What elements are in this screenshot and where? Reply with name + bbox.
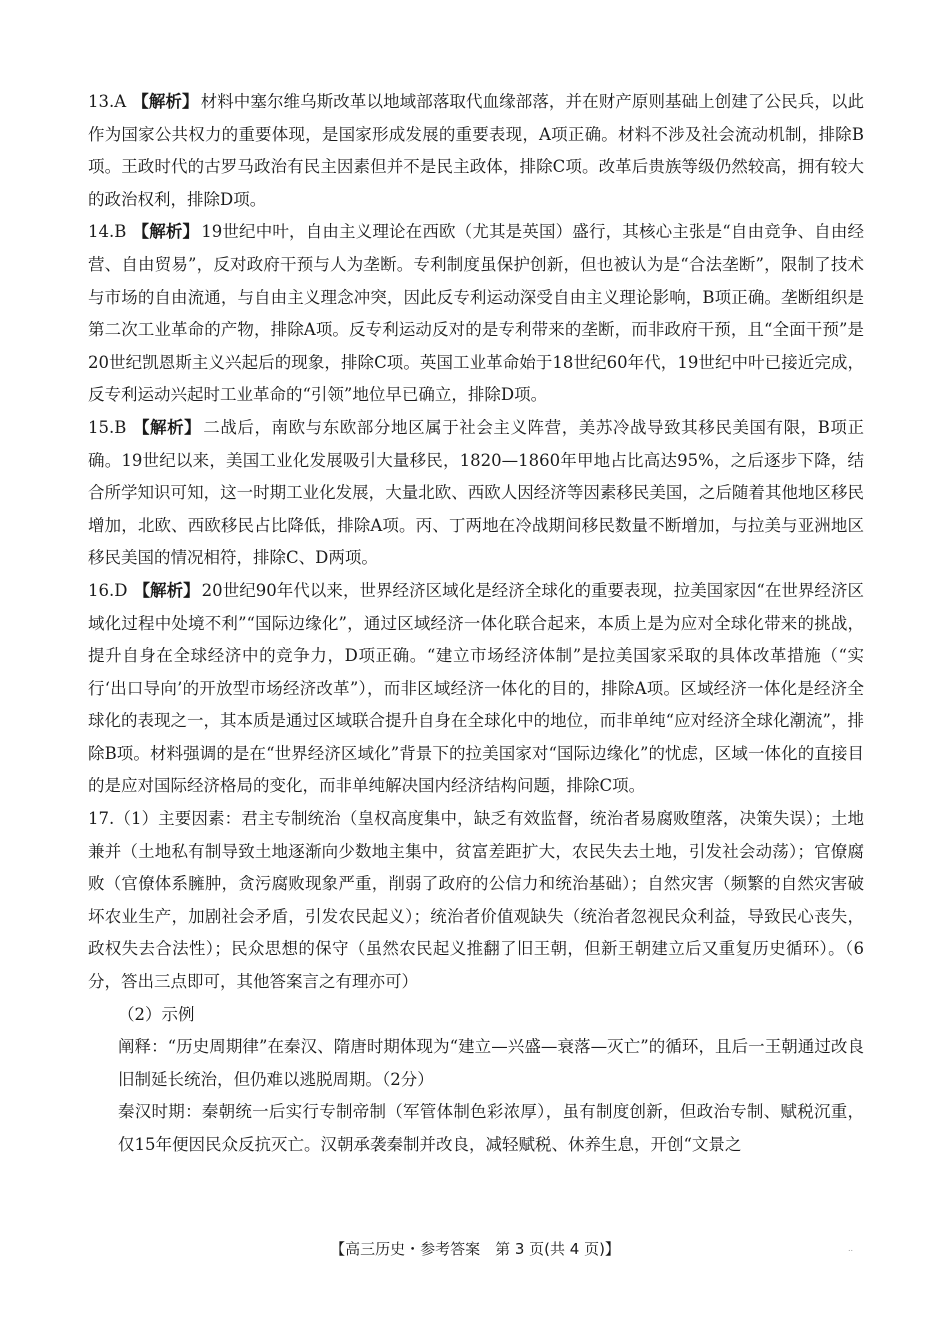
answer-text: 20世纪90年代以来，世界经济区域化是经济全球化的重要表现，拉美国家因“在世界经济区域化过程中处境不利”“国际边缘化”，通过区域经济一体化联合起来，本质上是为应对全球化带来的挑战，提升自身在全球经济中的竞争力，D项正确。“建立市场经济体制”是拉美国家采取的具体改革措施（“实行‘出口导向’的开放型市场经济改革”），而非区域经济一体化的目的，排除A项。区域经济一体化是经济全球化的表现之一，其本质是通过区域联合提升自身在全球化中的地位，而非单纯“应对经济全球化潮流”，排除B项。材料强调的是在“世界经济区域化”背景下的拉美国家对“国际边缘化”的忧虑，区域一体化的直接目的是应对国际经济格局的变化，而非单纯解决国内经济结构问题，排除C项。 [88, 580, 864, 796]
answer-text: 材料中塞尔维乌斯改革以地域部落取代血缘部落，并在财产原则基础上创建了公民兵，以此作为国家公共权力的重要体现，是国家形成发展的重要表现，A项正确。材料不涉及社会流动机制，排除B项。王政时代的古罗马政治有民主因素但并不是民主政体，排除C项。改革后贵族等级仍然较高，拥有较大的政治权利，排除D项。 [88, 92, 865, 209]
answer-choice: B [114, 417, 127, 437]
answer-number: 17. [88, 809, 115, 829]
analysis-tag: 【解析】 [132, 92, 199, 111]
answer-14 [88, 216, 864, 412]
page-footer: 【高三历史・参考答案 第 3 页(共 4 页)】 [330, 1240, 620, 1258]
answer-16 [88, 575, 864, 803]
answer-page [88, 86, 864, 1162]
answer-number: 16. [88, 580, 115, 600]
answer-text: 二战后，南欧与东欧部分地区属于社会主义阵营，美苏冷战导致其移民美国有限，B项正确。19世纪以来，美国工业化发展吸引大量移民，1820—1860年甲地占比高达95%，之后逐步下降，结合所学知识可知，这一时期工业化发展，大量北欧、西欧人因经济等因素移民美国，之后随着其他地区移民增加，北欧、西欧移民占比降低，排除A项。丙、丁两地在冷战期间移民数量不断增加，与拉美与亚洲地区移民美国的情况相符，排除C、D两项。 [88, 417, 864, 568]
answer-choice: A [114, 92, 127, 111]
answer-17-part1 [88, 803, 864, 999]
answer-text: 19世纪中叶，自由主义理论在西欧（尤其是英国）盛行，其核心主张是“自由竞争、自由经营、自由贸易”，反对政府干预与人为垄断。专利制度虽保护创新，但也被认为是“合法垄断”，限制了技术与市场的自由流通，与自由主义理念冲突，因此反专利运动深受自由主义理论影响，B项正确。垄断组织是第二次工业革命的产物，排除A项。反专利运动反对的是专利带来的垄断，而非政府干预，且“全面干预”是20世纪凯恩斯主义兴起后的现象，排除C项。英国工业革命始于18世纪60年代，19世纪中叶已接近完成，反专利运动兴起时工业革命的“引领”地位早已确立，排除D项。 [88, 222, 865, 405]
analysis-tag: 【解析】 [132, 417, 202, 437]
answer-17-part2-label: （2）示例 [118, 1004, 195, 1024]
analysis-tag: 【解析】 [132, 222, 200, 242]
footer-mark: .. [848, 1244, 854, 1253]
answer-choice: B [114, 222, 127, 242]
answer-15 [88, 412, 864, 575]
answer-number: 14. [88, 222, 115, 242]
answer-13 [88, 86, 864, 216]
analysis-tag: 【解析】 [133, 580, 200, 600]
answer-number: 13. [88, 92, 115, 111]
answer-choice: D [114, 580, 128, 600]
answer-text: （1）主要因素：君主专制统治（皇权高度集中，缺乏有效监督，统治者易腐败堕落，决策失误）；土地兼并（土地私有制导致土地逐渐向少数地主集中，贫富差距扩大，农民失去土地，引发社会动荡）；官僚腐败（官僚体系臃肿，贪污腐败现象严重，削弱了政府的公信力和统治基础）；自然灾害（频繁的自然灾害破坏农业生产，加剧社会矛盾，引发农民起义）；统治者价值观缺失（统治者忽视民众利益，导致民心丧失，政权失去合法性）；民众思想的保守（虽然农民起义推翻了旧王朝，但新王朝建立后又重复历史循环）。（6分，答出三点即可，其他答案言之有理亦可） [88, 809, 864, 992]
answer-number: 15. [88, 417, 115, 437]
answer-17-explain: 阐释：“历史周期律”在秦汉、隋唐时期体现为“建立—兴盛—衰落—灭亡”的循环，且后一王朝通过改良旧制延长统治，但仍难以逃脱周期。（2分） [118, 1037, 864, 1089]
answer-17-qinhan: 秦汉时期：秦朝统一后实行专制帝制（军管体制色彩浓厚），虽有制度创新，但政治专制、赋税沉重，仅15年便因民众反抗灭亡。汉朝承袭秦制并改良，减轻赋税、休养生息，开创“文景之 [118, 1102, 864, 1154]
